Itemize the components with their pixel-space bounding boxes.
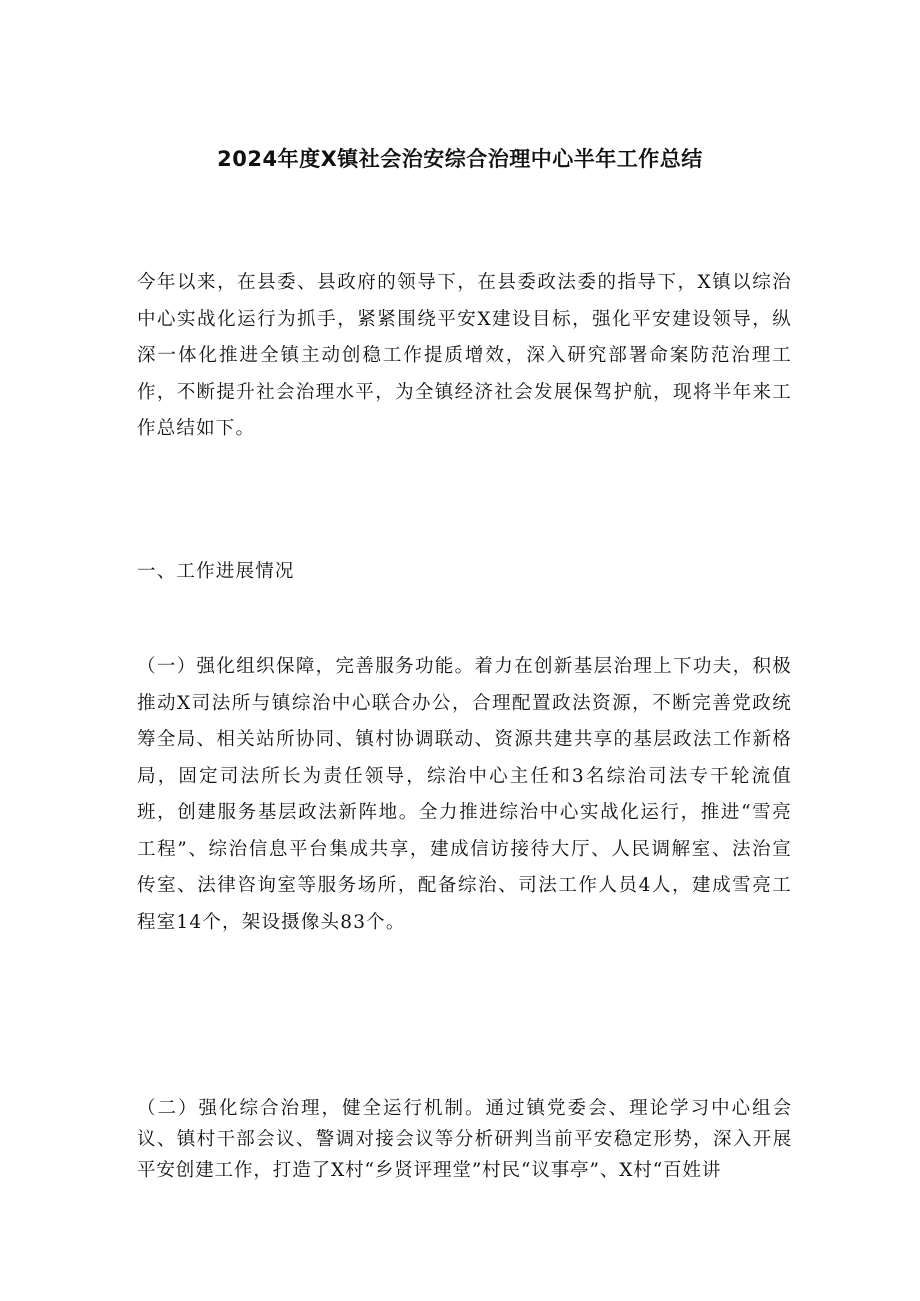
section-heading: 一、工作进展情况 [137, 561, 295, 582]
intro-paragraph: 今年以来，在县委、县政府的领导下，在县委政法委的指导下，X镇以综治中心实战化运行为抓手，紧紧围绕平安X建设目标，强化平安建设领导，纵深一体化推进全镇主动创稳工作提质增效，深入研究部署命案防范治理工作，不断提升社会治理水平，为全镇经济社会发展保驾护航，现将半年来工作总结如下。 [137, 272, 792, 439]
item2-paragraph: （二）强化综合治理，健全运行机制。通过镇党委会、理论学习中心组会议、镇村干部会议、警调对接会议等分析研判当前平安稳定形势，深入开展平安创建工作，打造了X村“乡贤评理堂”村民“议事亭”、X村“百姓讲 [137, 1098, 792, 1181]
item1-paragraph: （一）强化组织保障，完善服务功能。着力在创新基层治理上下功夫，积极推动X司法所与镇综治中心联合办公，合理配置政法资源，不断完善党政统筹全局、相关站所协同、镇村协调联动、资源共建共享的基层政法工作新格局，固定司法所长为责任领导，综治中心主任和3名综治司法专干轮流值班，创建服务基层政法新阵地。全力推进综治中心实战化运行，推进“雪亮工程”、综治信息平台集成共享，建成信访接待大厅、人民调解室、法治宣传室、法律咨询室等服务场所，配备综治、司法工作人员4人，建成雪亮工程室14个，架设摄像头83个。 [137, 656, 792, 933]
document-title: 2024年度X镇社会治安综合治理中心半年工作总结 [217, 147, 703, 171]
